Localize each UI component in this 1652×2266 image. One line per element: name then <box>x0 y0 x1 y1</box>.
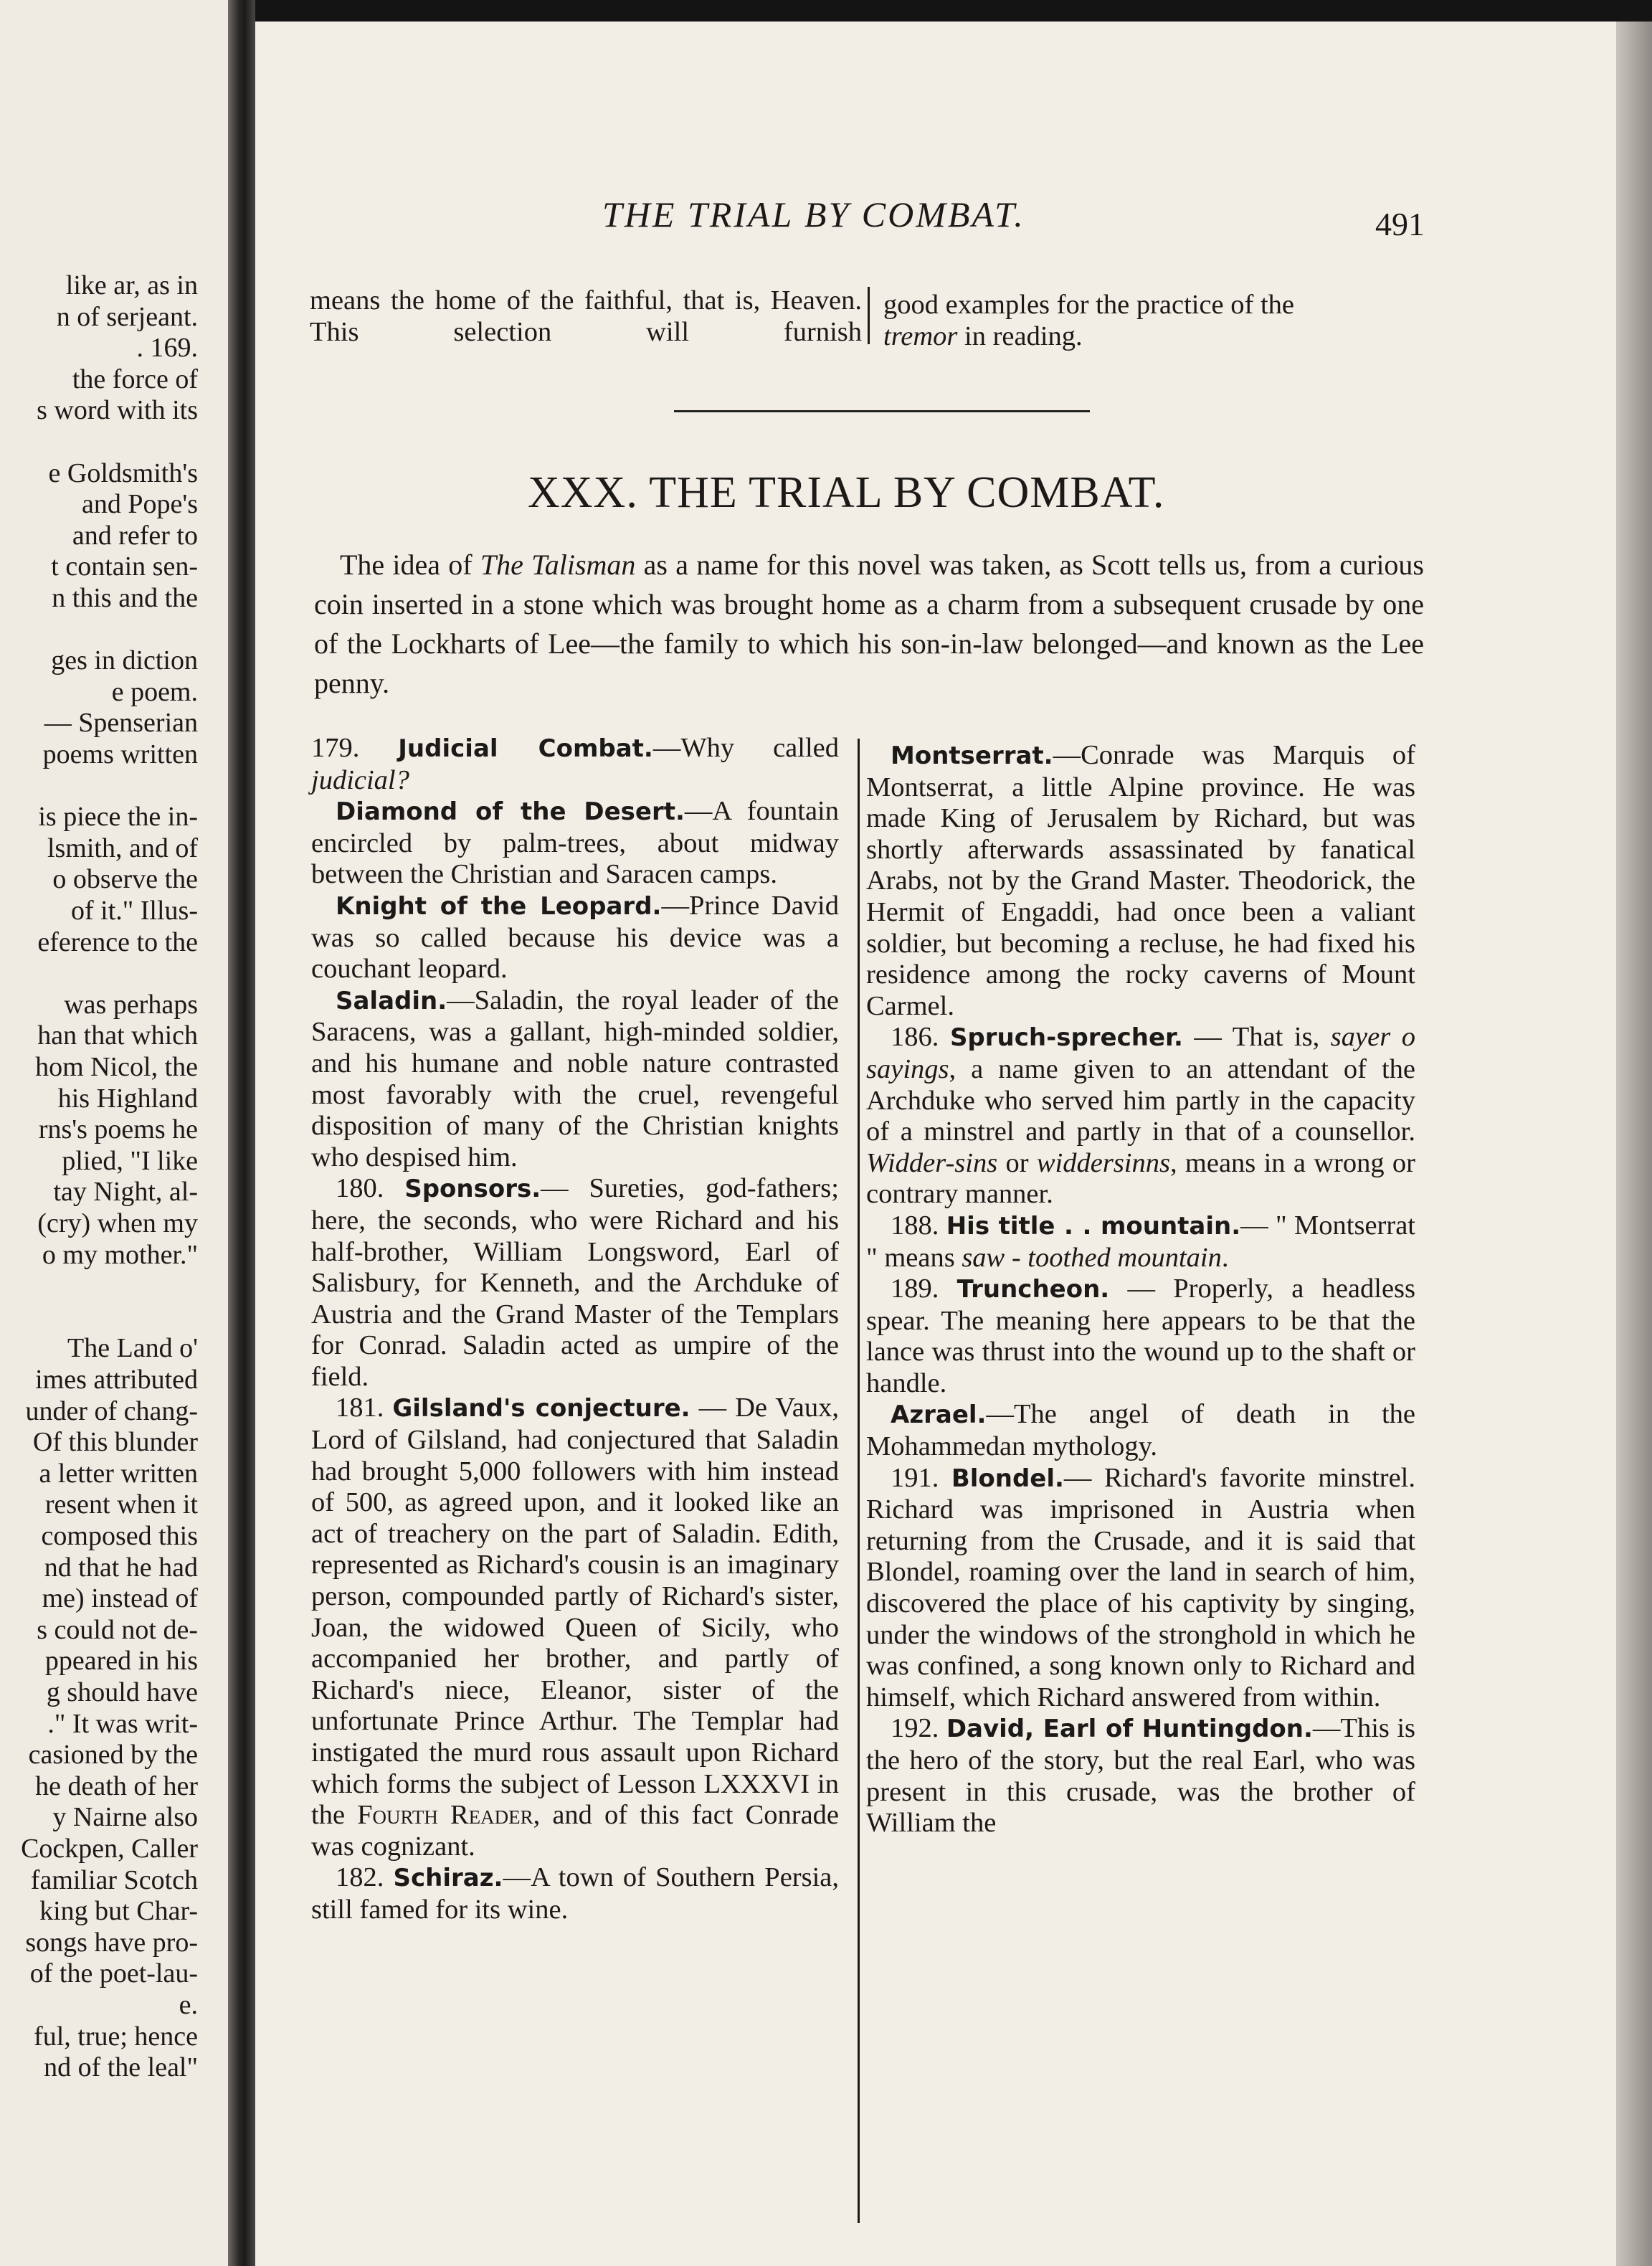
running-header: THE TRIAL BY COMBAT. <box>602 194 1025 234</box>
facing-page-line: . 169. <box>136 333 198 364</box>
facing-page-line: a letter written <box>39 1458 198 1489</box>
facing-page-line: (cry) when my <box>37 1208 198 1238</box>
facing-page-line: han that which <box>37 1020 198 1051</box>
facing-page-line: resent when it <box>44 1489 198 1520</box>
note-179: 179. Judicial Combat.—Why called judicial? <box>311 733 839 795</box>
lesson-title: XXX. THE TRIAL BY COMBAT. <box>528 468 1165 517</box>
facing-page-line: poems written <box>42 739 198 769</box>
facing-page-line: t contain sen- <box>51 551 198 582</box>
facing-page-line: plied, "I like <box>62 1145 198 1176</box>
facing-page-line: e Goldsmith's <box>48 458 198 488</box>
note-diamond: Diamond of the Desert.—A fountain encircled by palm-trees, about midway between the Christian and Saracen camps. <box>311 796 840 890</box>
note-181: 181. Gilsland's conjecture. — De Vaux, Lord of Gilsland, had conjectured that Saladin had brought 5,000 followers with him instead of 500, as agreed upon, and it looked like an act of treachery on the part of Saladin. Edith, represented as Richard's cousin is an imaginary person, compounded partly of Richard's sister, Joan, the widowed Queen of Sicily, who accompanied her brother, and partly of Richard's niece, Eleanor, sister of the unfortunate Prince Arthur. The Templar had instigated the murd rous assault upon Richard which forms the subject of Lesson LXXXVI in the Fourth Reader, and of this fact Conrade was cognizant. <box>311 1393 839 1862</box>
facing-page-line: rns's poems he <box>38 1114 198 1145</box>
intro-paragraph: The idea of The Talisman as a name for this novel was taken, as Scott tells us, from a curious coin inserted in a stone which was brought home as a charm from a subsequent crusade by one of the Lockharts of Lee—the family to which his son-in-law belonged—and known as the Lee penny. <box>314 549 1425 699</box>
facing-page-line: e. <box>179 1990 198 2020</box>
facing-page-line: of it." Illus- <box>71 896 198 926</box>
facing-page-line: n of serjeant. <box>56 301 198 332</box>
facing-page-line: The Land o' <box>67 1333 198 1364</box>
lesson-intro <box>314 545 1424 703</box>
continuation-right <box>883 290 1435 352</box>
facing-page-line: lsmith, and of <box>47 833 198 863</box>
note-180: 180. Sponsors.— Sureties, god-fathers; here, the seconds, who were Richard and his half-brother, William Longsword, Earl of Salisbury, for Kenneth, and the Archduke of Austria and the Grand Master of the Templars for Conrad. Saladin acted as umpire of the field. <box>311 1173 839 1392</box>
facing-page-fragment <box>0 0 228 2266</box>
facing-page-line: his Highland <box>57 1083 198 1114</box>
facing-page-line: under of chang- <box>25 1395 198 1426</box>
facing-page-line: familiar Scotch <box>30 1864 198 1895</box>
note-saladin: Saladin.—Saladin, the royal leader of the Saracens, was a gallant, high-minded soldier, and his humane and noble nature contrasted most favorably with the cruel, revengeful disposition of many of the Christian knights who despised him. <box>311 985 839 1172</box>
continuation-left <box>310 285 862 348</box>
note-knight: Knight of the Leopard.—Prince David was so called because his device was a couchant leopard. <box>311 890 839 985</box>
facing-page-line: Cockpen, Caller <box>21 1834 198 1864</box>
column-rule-notes <box>858 739 860 2223</box>
note-188: 188. His title . . mountain.— " Montserrat " means saw - toothed mountain. <box>866 1210 1415 1273</box>
notes-left-column <box>311 733 839 1926</box>
note-186: 186. Spruch-sprecher. — That is, sayer o sayings, a name given to an attendant of the Archduke who served him partly in the capacity of a minstrel and partly in that of a counsellor. Widder-sins or widdersinns, means in a wrong or contrary manner. <box>866 1022 1415 1210</box>
note-montserrat: Montserrat.—Conrade was Marquis of Montserrat, a little Alpine province. He was made King of Jerusalem by Richard, but was shortly afterwards assassinated by fanatical Arabs, not by the Grand Master. Theodorick, the Hermit of Engaddi, had once been a valiant soldier, but becoming a recluse, he had fixed his residence among the rocky caverns of Mount Carmel. <box>866 740 1415 1021</box>
page-edge <box>1616 22 1652 2266</box>
facing-page-line: nd of the leal" <box>44 2052 198 2083</box>
facing-page-line: — Spenserian <box>44 708 198 739</box>
note-189: 189. Truncheon. — Properly, a headless spear. The meaning here appears to be that the lance was thrust into the wound up to the shaft or handle. <box>866 1274 1416 1398</box>
facing-page-line: ppeared in his <box>44 1646 198 1677</box>
facing-page-line: king but Char- <box>39 1896 198 1927</box>
facing-page-line: casioned by the <box>28 1740 198 1770</box>
facing-page-line: songs have pro- <box>25 1927 198 1958</box>
facing-page-line: y Nairne also <box>52 1802 198 1833</box>
facing-page-line: g should have <box>46 1677 198 1707</box>
facing-page-line: like ar, as in <box>65 270 198 300</box>
facing-page-line: me) instead of <box>42 1583 198 1614</box>
facing-page-line: and Pope's <box>81 489 198 520</box>
facing-page-line: and refer to <box>72 520 198 551</box>
facing-page-line: is piece the in- <box>38 802 198 833</box>
continuation-right-text: good examples for the practice of the tremor in reading. <box>883 290 1294 351</box>
notes-right-column <box>866 740 1415 1839</box>
facing-page-line: o observe the <box>52 864 198 895</box>
facing-page-line: ." It was writ- <box>47 1708 198 1739</box>
facing-page-line: n this and the <box>52 583 198 613</box>
facing-page-line: ges in diction <box>51 645 198 676</box>
facing-page-line: s could not de- <box>37 1614 198 1645</box>
column-rule-top <box>868 287 870 344</box>
facing-page-line: Of this blunder <box>32 1427 198 1458</box>
facing-page-line: imes attributed <box>35 1365 198 1395</box>
section-divider <box>674 410 1090 412</box>
note-182: 182. Schiraz.—A town of Southern Persia, still famed for its wine. <box>311 1862 840 1925</box>
facing-page-line: tay Night, al- <box>53 1177 198 1208</box>
book-gutter <box>228 0 255 2266</box>
facing-page-line: of the poet-lau- <box>29 1958 198 1989</box>
facing-page-line: nd that he had <box>44 1552 198 1583</box>
page-number: 491 <box>1375 206 1425 242</box>
facing-page-line: was perhaps <box>64 989 198 1020</box>
facing-page-line: composed this <box>41 1521 198 1551</box>
facing-page-line: hom Nicol, the <box>35 1052 198 1082</box>
facing-page-line: he death of her <box>35 1770 198 1801</box>
facing-page-line: eference to the <box>37 926 198 957</box>
note-191: 191. Blondel.— Richard's favorite minstrel. Richard was imprisoned in Austria when returning from the Crusade, and it is said that Blondel, roaming over the land in search of him, discovered the place of his captivity by singing, under the windows of the stronghold in which he was confined, a song known only to Richard and himself, which Richard answered from within. <box>866 1462 1416 1712</box>
facing-page-line: ful, true; hence <box>34 2021 198 2052</box>
note-192: 192. David, Earl of Huntingdon.—This is the hero of the story, but the real Earl, who was present in this crusade, was the brother of William the <box>866 1713 1415 1839</box>
facing-page-line: the force of <box>72 364 198 394</box>
facing-page-line: s word with its <box>37 395 198 426</box>
facing-page-line: e poem. <box>111 676 198 707</box>
note-azrael: Azrael.—The angel of death in the Mohammedan mythology. <box>866 1399 1415 1462</box>
facing-page-line: o my mother." <box>42 1239 198 1270</box>
continuation-left-text: means the home of the faithful, that is, Heaven. This selection will furnish <box>310 285 862 347</box>
